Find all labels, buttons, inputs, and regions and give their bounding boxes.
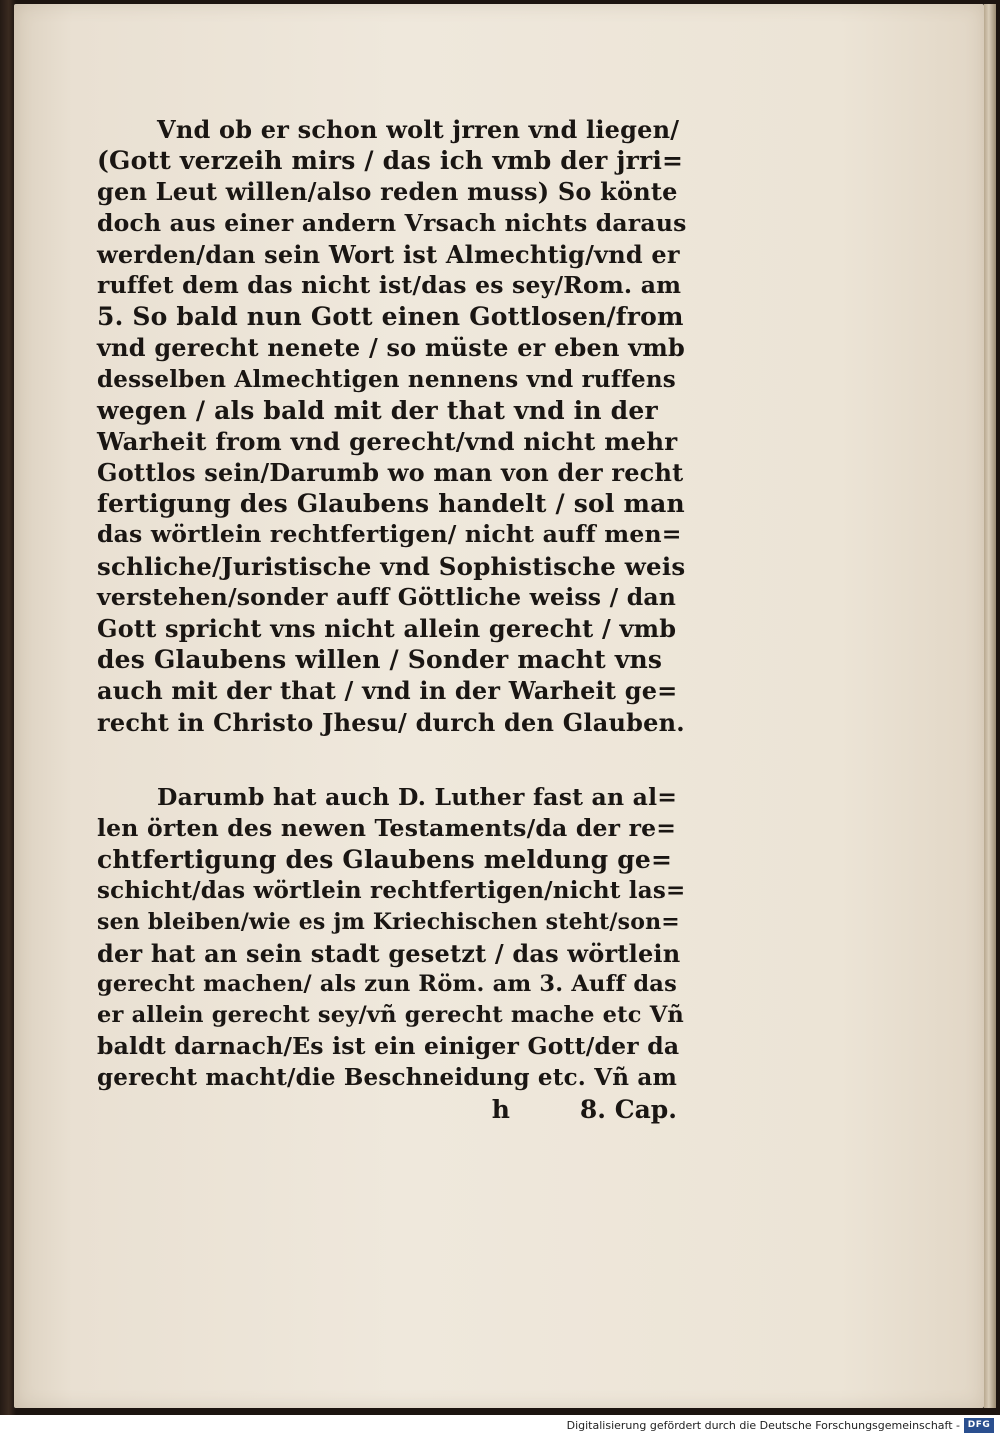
- text-line: doch aus einer andern Vrsach nichts daraus: [97, 208, 687, 237]
- text-line: baldt darnach/Es ist ein einiger Gott/der da: [97, 1032, 680, 1061]
- text-line: er allein gerecht sey/vñ gerecht mache etc Vñ: [97, 1002, 684, 1029]
- paragraph-spacer: [97, 738, 687, 782]
- text-line: wegen / als bald mit der that vnd in der: [97, 395, 658, 425]
- text-line: (Gott verzeih mirs / das ich vmb der jrri=: [97, 146, 684, 176]
- text-line: auch mit der that / vnd in der Warheit ge=: [97, 676, 678, 706]
- text-line: gen Leut willen/also reden muss) So könte: [97, 177, 678, 207]
- catchword: 8. Cap.: [579, 1094, 677, 1124]
- text-line: verstehen/sonder auff Göttliche weiss / dan: [97, 582, 677, 611]
- dfg-logo: DFG: [964, 1418, 994, 1433]
- text-line: Vnd ob er schon wolt jrren vnd liegen/: [157, 115, 680, 144]
- text-line: recht in Christo Jhesu/ durch den Glauben.: [97, 707, 685, 737]
- text-line: Darumb hat auch D. Luther fast an al=: [157, 782, 678, 811]
- text-line: 5. So bald nun Gott einen Gottlosen/from: [97, 302, 684, 332]
- text-line: Warheit from vnd gerecht/vnd nicht mehr: [97, 426, 678, 456]
- text-line: der hat an sein stadt gesetzt / das wörtlein: [97, 938, 681, 968]
- paragraph-1: [97, 114, 687, 738]
- text-line: chtfertigung des Glaubens meldung ge=: [97, 845, 673, 875]
- text-line: desselben Almechtigen nennens vnd ruffens: [97, 365, 676, 393]
- text-line: vnd gerecht nenete / so müste er eben vmb: [97, 333, 685, 363]
- signature-mark: h: [491, 1094, 510, 1124]
- text-block: [97, 114, 687, 1125]
- text-line: das wörtlein rechtfertigen/ nicht auff men=: [97, 520, 682, 549]
- paragraph-2: [97, 782, 687, 1094]
- text-line: schicht/das wörtlein rechtfertigen/nicht las=: [97, 877, 686, 905]
- text-line: schliche/Juristische vnd Sophistische weis: [97, 551, 686, 581]
- page-fore-edge: [984, 4, 996, 1408]
- text-line: fertigung des Glaubens handelt / sol man: [97, 489, 685, 519]
- text-line: ruffet dem das nicht ist/das es sey/Rom. am: [97, 270, 682, 299]
- funding-credit: Digitalisierung gefördert durch die Deutsche Forschungsgemeinschaft -: [566, 1419, 960, 1432]
- text-line: gerecht machen/ als zun Röm. am 3. Auff das: [97, 970, 677, 997]
- text-line: Gottlos sein/Darumb wo man von der recht: [97, 458, 684, 488]
- text-line: des Glaubens willen / Sonder macht vns: [97, 645, 663, 675]
- text-line: gerecht macht/die Beschneidung etc. Vñ am: [97, 1064, 678, 1092]
- text-line: len örten des newen Testaments/da der re=: [97, 813, 677, 842]
- text-line: Gott spricht vns nicht allein gerecht / vmb: [97, 614, 677, 643]
- catchline: [97, 1094, 687, 1125]
- text-line: sen bleiben/wie es jm Kriechischen steht/son=: [97, 908, 680, 935]
- text-line: werden/dan sein Wort ist Almechtig/vnd er: [97, 239, 680, 269]
- footer-bar: [0, 1415, 1000, 1437]
